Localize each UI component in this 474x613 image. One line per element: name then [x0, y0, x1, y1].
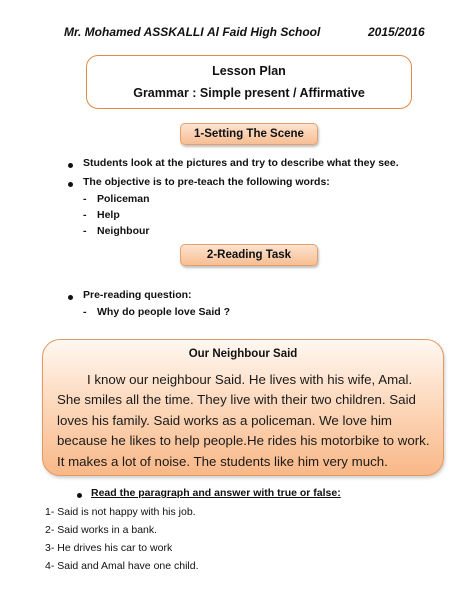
dash-marker: - — [83, 193, 87, 205]
title-box — [86, 55, 412, 109]
exercise-instruction: Read the paragraph and answer with true or false: — [91, 487, 341, 499]
vocab-word: Policeman — [97, 193, 150, 205]
true-false-item: 4- Said and Amal have one child. — [45, 560, 199, 572]
story-title: Our Neighbour Said — [188, 348, 298, 360]
school-name: Al Faid High School — [207, 25, 321, 39]
vocab-word: Help — [97, 209, 120, 221]
grammar-subtitle: Grammar : Simple present / Affirmative — [133, 86, 365, 100]
teacher-name: Mr. Mohamed ASSKALLI — [64, 25, 204, 39]
bullet-icon — [68, 295, 73, 300]
dash-marker: - — [83, 306, 87, 318]
section-heading-setting-scene: 1-Setting The Scene — [180, 123, 318, 145]
bullet-icon — [68, 182, 73, 187]
section-heading-reading-task: 2-Reading Task — [180, 244, 318, 266]
story-paragraph: I know our neighbour Said. He lives with his wife, Amal. She smiles all the time. They live with their two children. Said loves his family. Said works as a policeman. We love him because he likes to help people.He rides his motorbike to work. It makes a lot of noise. The students like him very much. — [57, 372, 430, 469]
bullet-text-objective: The objective is to pre-teach the following words: — [83, 176, 330, 188]
dash-marker: - — [83, 225, 87, 237]
lesson-plan-title: Lesson Plan — [212, 64, 286, 78]
bullet-icon — [68, 163, 73, 168]
vocab-word: Neighbour — [97, 225, 150, 237]
bullet-text-describe: Students look at the pictures and try to describe what they see. — [83, 157, 399, 169]
school-year: 2015/2016 — [368, 25, 425, 39]
true-false-item: 2- Said works in a bank. — [45, 524, 158, 536]
pre-reading-question: Why do people love Said ? — [97, 306, 231, 318]
dash-marker: - — [83, 209, 87, 221]
pre-reading-label: Pre-reading question: — [83, 289, 192, 301]
true-false-item: 1- Said is not happy with his job. — [45, 506, 196, 518]
true-false-item: 3- He drives his car to work — [45, 542, 173, 554]
story-box — [42, 339, 444, 476]
bullet-icon — [77, 493, 82, 498]
